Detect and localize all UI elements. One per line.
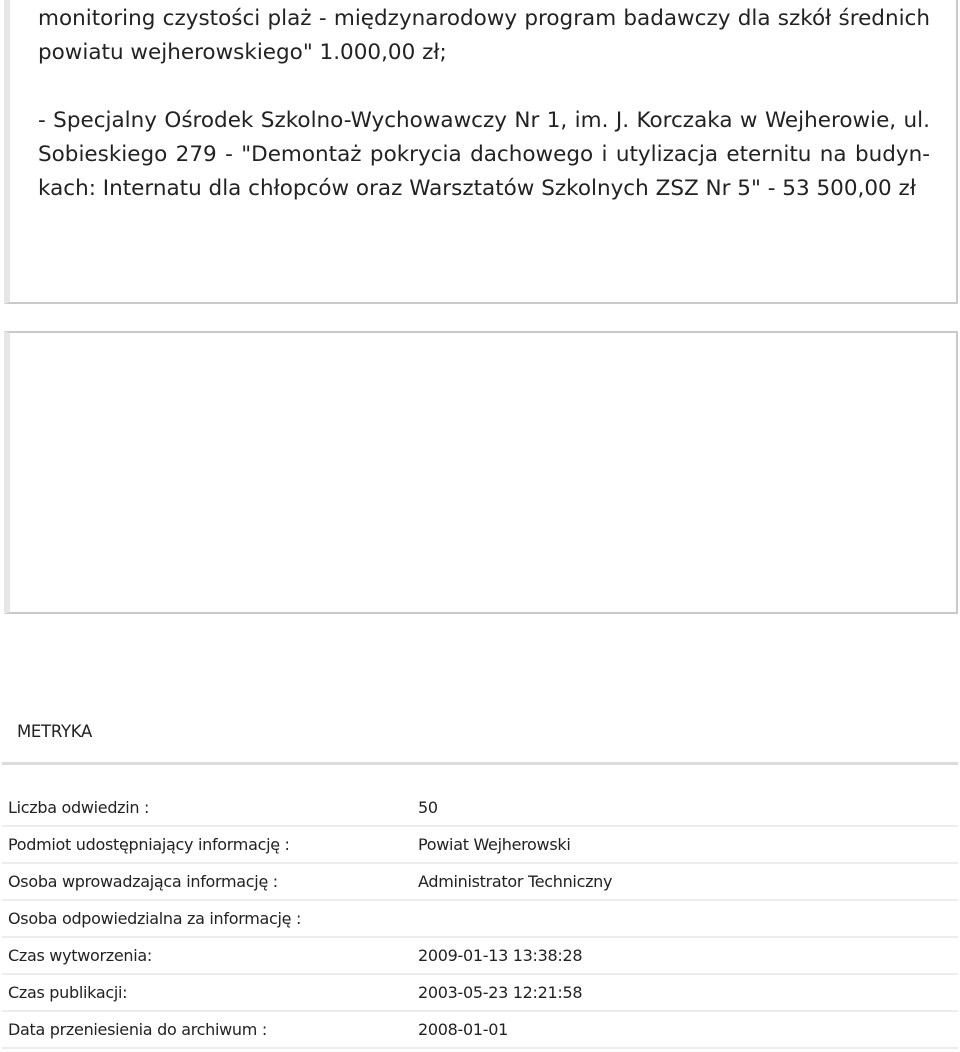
metryka-row-entered-by <box>2 864 958 901</box>
article-text <box>10 0 956 206</box>
metryka-row-publisher <box>2 827 958 864</box>
metryka-row-visits <box>2 790 958 827</box>
metryka-row-responsible <box>2 901 958 938</box>
metryka-label: Osoba wprowadzająca informację : <box>8 872 278 891</box>
metryka-divider <box>2 762 958 765</box>
metryka-row-created <box>2 938 958 975</box>
metryka-label: Czas wytworzenia: <box>8 946 153 965</box>
metryka-table <box>2 790 958 1049</box>
article-paragraph-1: monitoring czystości plaż - międzynarodowy program badawczy dla szkół średnich powiatu wejherowskiego" 1.000,00 zł; <box>38 6 930 65</box>
metryka-row-published <box>2 975 958 1012</box>
metryka-value: 2003-05-23 12:21:58 <box>418 983 583 1002</box>
metryka-value: 2009-01-13 13:38:28 <box>418 946 583 965</box>
metryka-label: Podmiot udostępniający informację : <box>8 835 290 854</box>
metryka-value: Powiat Wejherowski <box>418 835 571 854</box>
article-content-box <box>4 0 958 304</box>
empty-content-box <box>4 331 958 614</box>
metryka-heading: METRYKA <box>17 722 92 741</box>
metryka-value: 2008-01-01 <box>418 1020 508 1039</box>
metryka-row-archived <box>2 1012 958 1049</box>
metryka-value: Administrator Techniczny <box>418 872 613 891</box>
metryka-label: Liczba odwiedzin : <box>8 798 150 817</box>
metryka-label: Osoba odpowiedzialna za informację : <box>8 909 302 928</box>
article-paragraph-2: - Specjalny Ośrodek Szkolno-Wychowawczy Nr 1, im. J. Korczaka w Wejherowie, ul. Sobieskiego 279 - "Demontaż pokrycia dachowego i utylizacja eternitu na budyn-kach: Internatu dla chłopców oraz Warsztatów Szkolnych ZSZ Nr 5" - 53 500,00 zł <box>38 108 930 201</box>
metryka-value: 50 <box>418 798 438 817</box>
metryka-label: Czas publikacji: <box>8 983 128 1002</box>
metryka-label: Data przeniesienia do archiwum : <box>8 1020 267 1039</box>
